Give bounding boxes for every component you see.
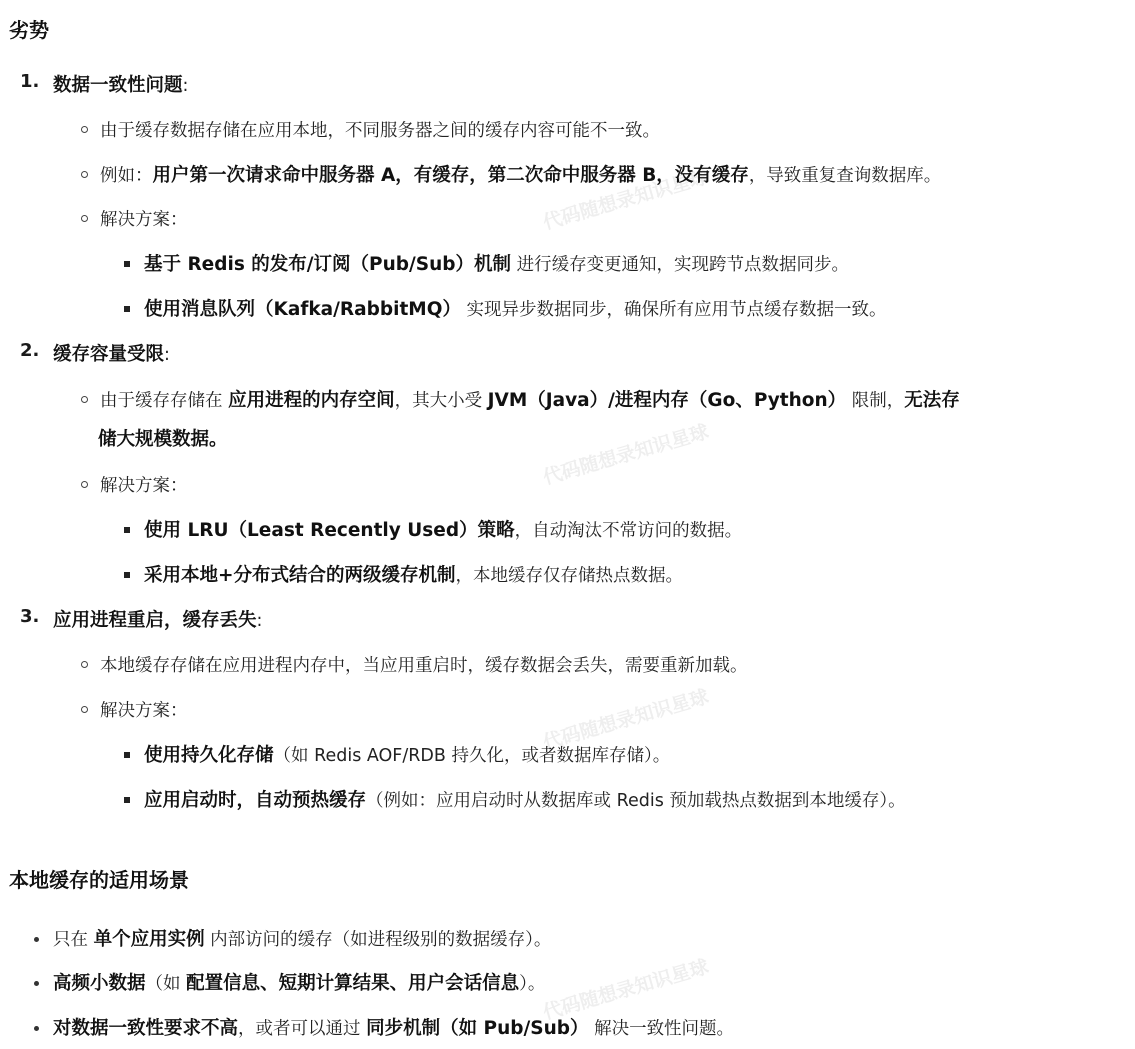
list-item	[124, 516, 742, 542]
continuation-line	[98, 425, 228, 451]
bold-text: JVM（Java）/进程内存（Go、Python）	[487, 390, 847, 411]
circle-bullet-icon	[81, 661, 88, 668]
paragraph-text: 由于缓存数据存储在应用本地，不同服务器之间的缓存内容可能不一致。	[100, 121, 660, 141]
circle-bullet-icon	[81, 215, 88, 222]
list-item	[81, 652, 748, 677]
heading-text: 缓存容量受限	[53, 344, 165, 365]
watermark: 代码随想录知识星球	[540, 165, 712, 235]
watermark: 代码随想录知识星球	[540, 420, 712, 490]
bold-text: 配置信息、短期计算结果、用户会话信息	[186, 973, 520, 994]
bold-text: 使用持久化存储	[144, 745, 274, 766]
bold-text: 同步机制（如 Pub/Sub）	[366, 1018, 589, 1039]
bold-text: 应用进程的内存空间	[228, 390, 395, 411]
text: 实现异步数据同步，确保所有应用节点缓存数据一致。	[460, 300, 887, 320]
dot-bullet-icon	[34, 981, 39, 986]
circle-bullet-icon	[81, 396, 88, 403]
list-item	[81, 472, 188, 497]
text: 由于缓存存储在	[100, 391, 229, 411]
text: ，自动淘汰不常访问的数据。	[514, 521, 743, 541]
heading-colon: :	[182, 76, 189, 96]
bold-text: 用户第一次请求命中服务器 A，有缓存，第二次命中服务器 B，没有缓存	[152, 165, 749, 186]
text: 解决一致性问题。	[588, 1019, 735, 1039]
text: （如	[145, 974, 187, 994]
text: ）。	[519, 974, 546, 994]
circle-bullet-icon	[81, 126, 88, 133]
square-bullet-icon	[124, 306, 130, 312]
watermark: 代码随想录知识星球	[540, 685, 712, 755]
text: 解决方案：	[100, 210, 188, 230]
list-item	[34, 969, 545, 995]
bold-text: 使用消息队列（Kafka/RabbitMQ）	[144, 299, 461, 320]
bold-text: 储大规模数据。	[98, 429, 228, 450]
list-number: 2.	[20, 340, 40, 361]
circle-bullet-icon	[81, 481, 88, 488]
circle-bullet-icon	[81, 706, 88, 713]
section-title: 劣势	[9, 18, 49, 42]
list-item	[124, 295, 887, 321]
item-heading	[53, 71, 188, 97]
bold-text: 无法存	[904, 390, 960, 411]
heading-colon: :	[164, 345, 170, 365]
square-bullet-icon	[124, 752, 130, 758]
text: 例如：	[100, 166, 153, 186]
list-item	[81, 697, 188, 722]
list-item	[81, 386, 960, 412]
heading-text: 应用进程重启，缓存丢失	[53, 610, 257, 631]
item-heading	[53, 340, 170, 366]
text: （例如：应用启动时从数据库或 Redis 预加载热点数据到本地缓存）。	[366, 791, 906, 811]
square-bullet-icon	[124, 527, 130, 533]
text: ，或者可以通过	[238, 1019, 367, 1039]
list-item	[81, 161, 941, 187]
list-item	[124, 786, 906, 812]
list-item	[81, 206, 188, 231]
text: ，本地缓存仅存储热点数据。	[455, 566, 684, 586]
text: 解决方案：	[100, 701, 188, 721]
square-bullet-icon	[124, 261, 130, 267]
dot-bullet-icon	[34, 937, 39, 942]
bold-text: 采用本地+分布式结合的两级缓存机制	[144, 565, 456, 586]
bold-text: 单个应用实例	[93, 929, 205, 950]
list-number: 3.	[20, 606, 40, 627]
square-bullet-icon	[124, 797, 130, 803]
item-heading	[53, 606, 262, 632]
bold-text: 高频小数据	[53, 973, 146, 994]
square-bullet-icon	[124, 572, 130, 578]
list-item	[34, 1014, 734, 1040]
text: （如 Redis AOF/RDB 持久化，或者数据库存储）。	[273, 746, 671, 766]
circle-bullet-icon	[81, 171, 88, 178]
list-number: 1.	[20, 71, 40, 92]
text: 进行缓存变更通知，实现跨节点数据同步。	[511, 255, 850, 275]
paragraph-text: 本地缓存存储在应用进程内存中，当应用重启时，缓存数据会丢失，需要重新加载。	[100, 656, 748, 676]
bold-text: 对数据一致性要求不高	[53, 1018, 239, 1039]
section-title: 本地缓存的适用场景	[9, 868, 189, 892]
text: 限制，	[846, 391, 905, 411]
heading-text: 数据一致性问题	[53, 75, 183, 96]
list-item	[124, 561, 683, 587]
list-item	[124, 250, 849, 276]
text: 只在	[53, 930, 94, 950]
text: 解决方案：	[100, 476, 188, 496]
dot-bullet-icon	[34, 1026, 39, 1031]
list-item	[34, 925, 551, 951]
list-item	[124, 741, 670, 767]
bold-text: 应用启动时，自动预热缓存	[144, 790, 367, 811]
bold-text: 基于 Redis 的发布/订阅（Pub/Sub）机制	[144, 254, 511, 275]
bold-text: 使用 LRU（Least Recently Used）策略	[144, 520, 515, 541]
text: 内部访问的缓存（如进程级别的数据缓存）。	[204, 930, 552, 950]
text: ，其大小受	[394, 391, 488, 411]
text: ，导致重复查询数据库。	[748, 166, 942, 186]
heading-colon: :	[256, 611, 263, 631]
list-item	[81, 117, 660, 142]
watermark: 代码随想录知识星球	[540, 955, 712, 1025]
